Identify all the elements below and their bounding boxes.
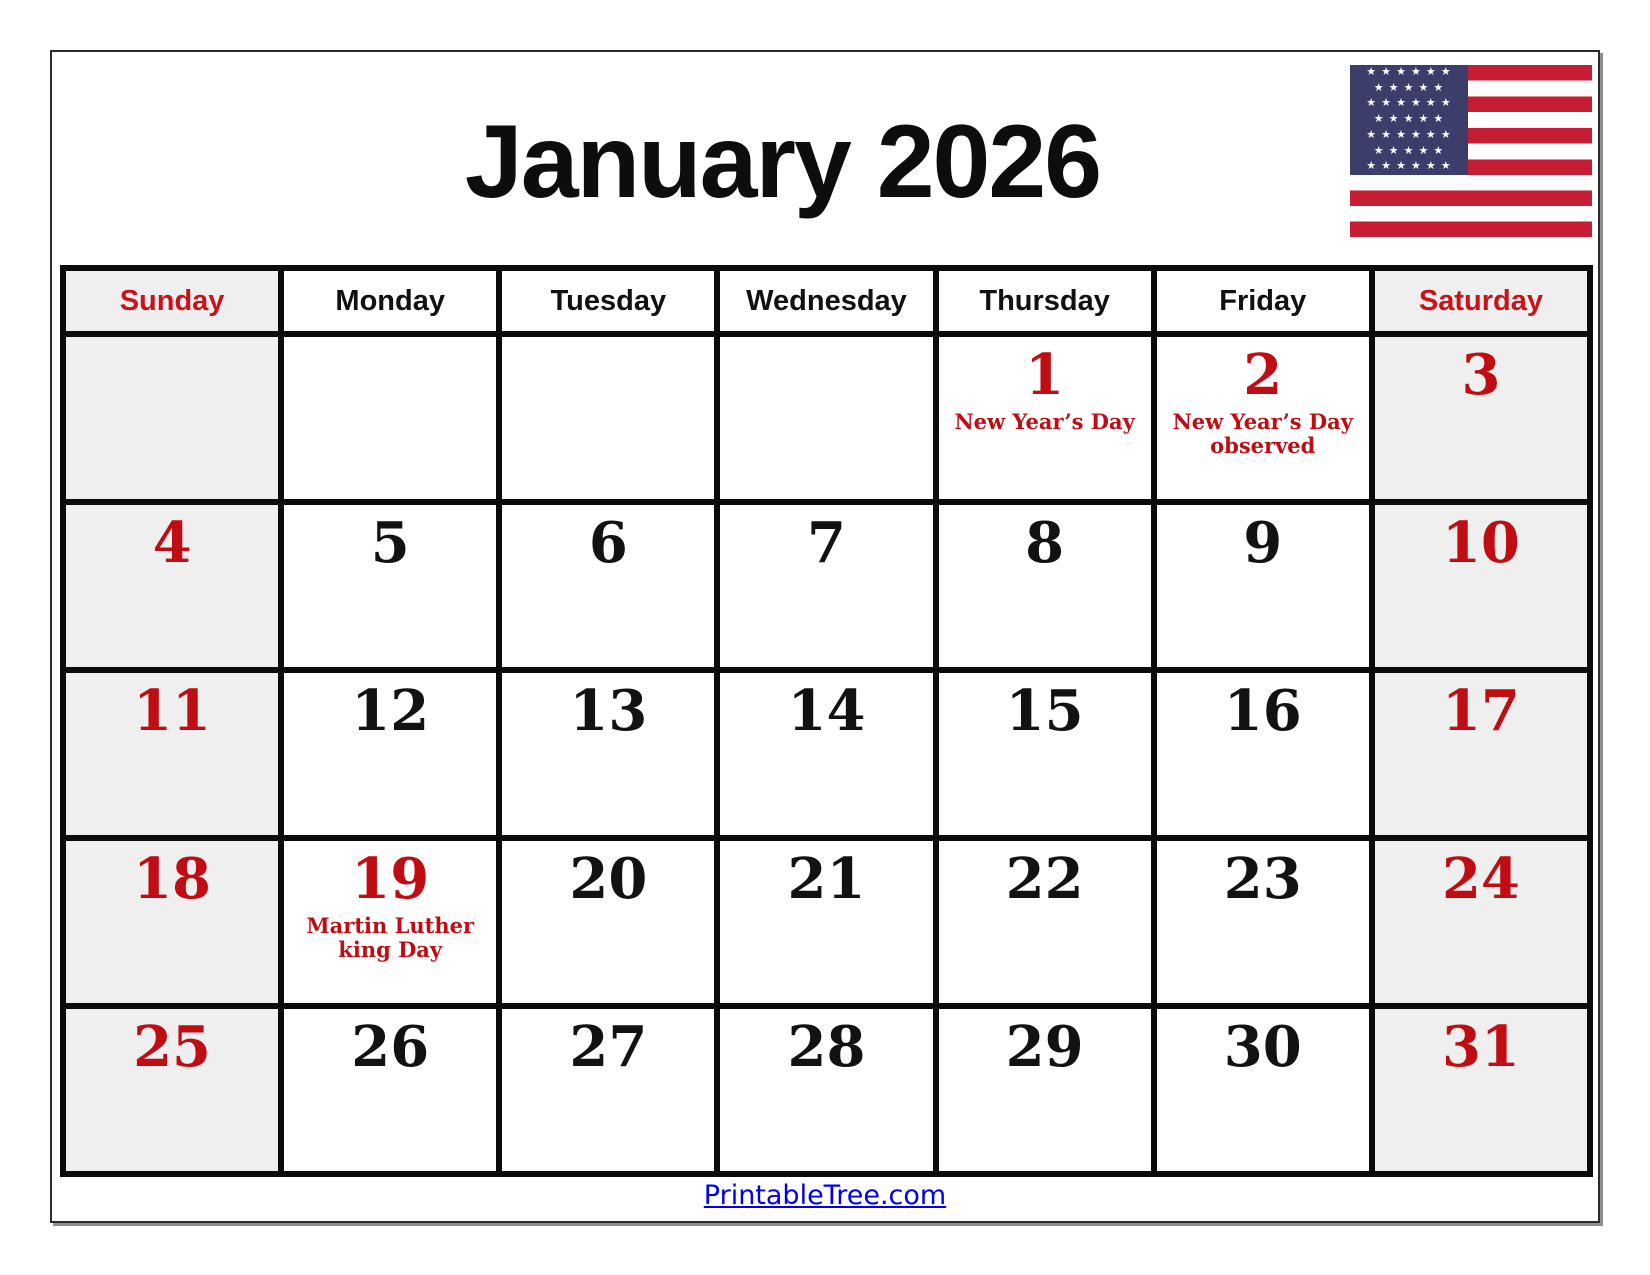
day-number: 20 — [569, 846, 648, 912]
day-number: 27 — [569, 1014, 648, 1080]
weekday-header-tuesday: Tuesday — [499, 268, 717, 334]
day-number: 28 — [787, 1014, 866, 1080]
day-cell — [63, 502, 281, 670]
day-number: 4 — [152, 510, 192, 576]
calendar-page — [50, 50, 1600, 1223]
day-number: 13 — [569, 678, 648, 744]
day-number: 19 — [351, 846, 430, 912]
day-cell — [936, 670, 1154, 838]
holiday-label: Martin Luther king Day — [306, 913, 475, 963]
day-number: 3 — [1461, 342, 1501, 408]
day-number: 21 — [787, 846, 866, 912]
footer — [52, 1180, 1598, 1211]
day-number: 9 — [1243, 510, 1283, 576]
day-cell — [63, 1006, 281, 1174]
day-number: 26 — [351, 1014, 430, 1080]
day-cell — [717, 1006, 935, 1174]
day-number: 30 — [1223, 1014, 1302, 1080]
weekday-header-sunday: Sunday — [63, 268, 281, 334]
week-row — [63, 670, 1590, 838]
flag-stripes-bottom — [1350, 175, 1592, 237]
day-cell — [1372, 1006, 1590, 1174]
day-cell-empty — [63, 334, 281, 502]
week-row — [63, 1006, 1590, 1174]
day-number: 23 — [1223, 846, 1302, 912]
day-number: 7 — [807, 510, 846, 576]
day-cell — [936, 502, 1154, 670]
day-cell — [936, 838, 1154, 1006]
day-cell — [281, 838, 499, 1006]
day-number: 12 — [351, 678, 430, 744]
day-number: 29 — [1005, 1014, 1084, 1080]
flag-star-row: ★ ★ ★ ★ ★ — [1373, 113, 1445, 126]
weekday-header-thursday: Thursday — [936, 268, 1154, 334]
weekday-header-friday: Friday — [1154, 268, 1372, 334]
weekday-header-monday: Monday — [281, 268, 499, 334]
week-row — [63, 838, 1590, 1006]
day-number: 11 — [133, 678, 212, 744]
day-cell — [1372, 838, 1590, 1006]
day-cell — [717, 670, 935, 838]
day-cell-empty — [281, 334, 499, 502]
day-cell — [1154, 670, 1372, 838]
day-cell — [499, 838, 717, 1006]
flag-star-row: ★ ★ ★ ★ ★ ★ — [1366, 66, 1452, 78]
day-cell — [281, 1006, 499, 1174]
day-cell — [717, 502, 935, 670]
day-number: 31 — [1441, 1014, 1520, 1080]
flag-star-row: ★ ★ ★ ★ ★ ★ — [1366, 160, 1452, 173]
day-cell — [717, 838, 935, 1006]
calendar-grid — [60, 265, 1593, 1177]
day-cell-empty — [499, 334, 717, 502]
day-cell — [936, 334, 1154, 502]
us-flag-icon — [1350, 65, 1592, 237]
day-number: 8 — [1025, 510, 1065, 576]
day-number: 24 — [1441, 846, 1520, 912]
day-cell-empty — [717, 334, 935, 502]
day-cell — [1372, 502, 1590, 670]
day-cell — [281, 502, 499, 670]
day-number: 16 — [1223, 678, 1302, 744]
weekday-header-saturday: Saturday — [1372, 268, 1590, 334]
day-cell — [1154, 502, 1372, 670]
day-cell — [63, 670, 281, 838]
day-number: 25 — [133, 1014, 212, 1080]
day-number: 6 — [588, 510, 628, 576]
flag-star-row: ★ ★ ★ ★ ★ — [1373, 144, 1445, 157]
day-number: 14 — [787, 678, 866, 744]
weekday-header-row — [63, 268, 1590, 334]
day-number: 5 — [370, 510, 410, 576]
flag-star-row: ★ ★ ★ ★ ★ ★ — [1366, 128, 1452, 141]
day-cell — [1154, 1006, 1372, 1174]
printabletree-link[interactable]: PrintableTree.com — [703, 1180, 947, 1211]
day-cell — [1154, 334, 1372, 502]
day-number: 2 — [1243, 342, 1283, 408]
day-cell — [936, 1006, 1154, 1174]
week-row — [63, 502, 1590, 670]
day-number: 22 — [1005, 846, 1084, 912]
weekday-header-wednesday: Wednesday — [717, 268, 935, 334]
day-cell — [1372, 670, 1590, 838]
day-cell — [63, 838, 281, 1006]
week-row — [63, 334, 1590, 502]
flag-star-row: ★ ★ ★ ★ ★ — [1373, 81, 1445, 94]
day-number: 15 — [1005, 678, 1084, 744]
holiday-label: New Year’s Day observed — [1172, 409, 1353, 459]
day-number: 17 — [1441, 678, 1520, 744]
flag-star-row: ★ ★ ★ ★ ★ ★ — [1366, 97, 1452, 110]
day-cell — [499, 670, 717, 838]
day-cell — [281, 670, 499, 838]
day-number: 18 — [133, 846, 212, 912]
day-cell — [499, 1006, 717, 1174]
day-cell — [1372, 334, 1590, 502]
page-title: January 2026 — [464, 104, 1101, 220]
day-cell — [499, 502, 717, 670]
flag-canton — [1350, 65, 1468, 175]
holiday-label: New Year’s Day — [954, 409, 1135, 434]
day-cell — [1154, 838, 1372, 1006]
day-number: 1 — [1025, 342, 1065, 408]
day-number: 10 — [1441, 510, 1520, 576]
